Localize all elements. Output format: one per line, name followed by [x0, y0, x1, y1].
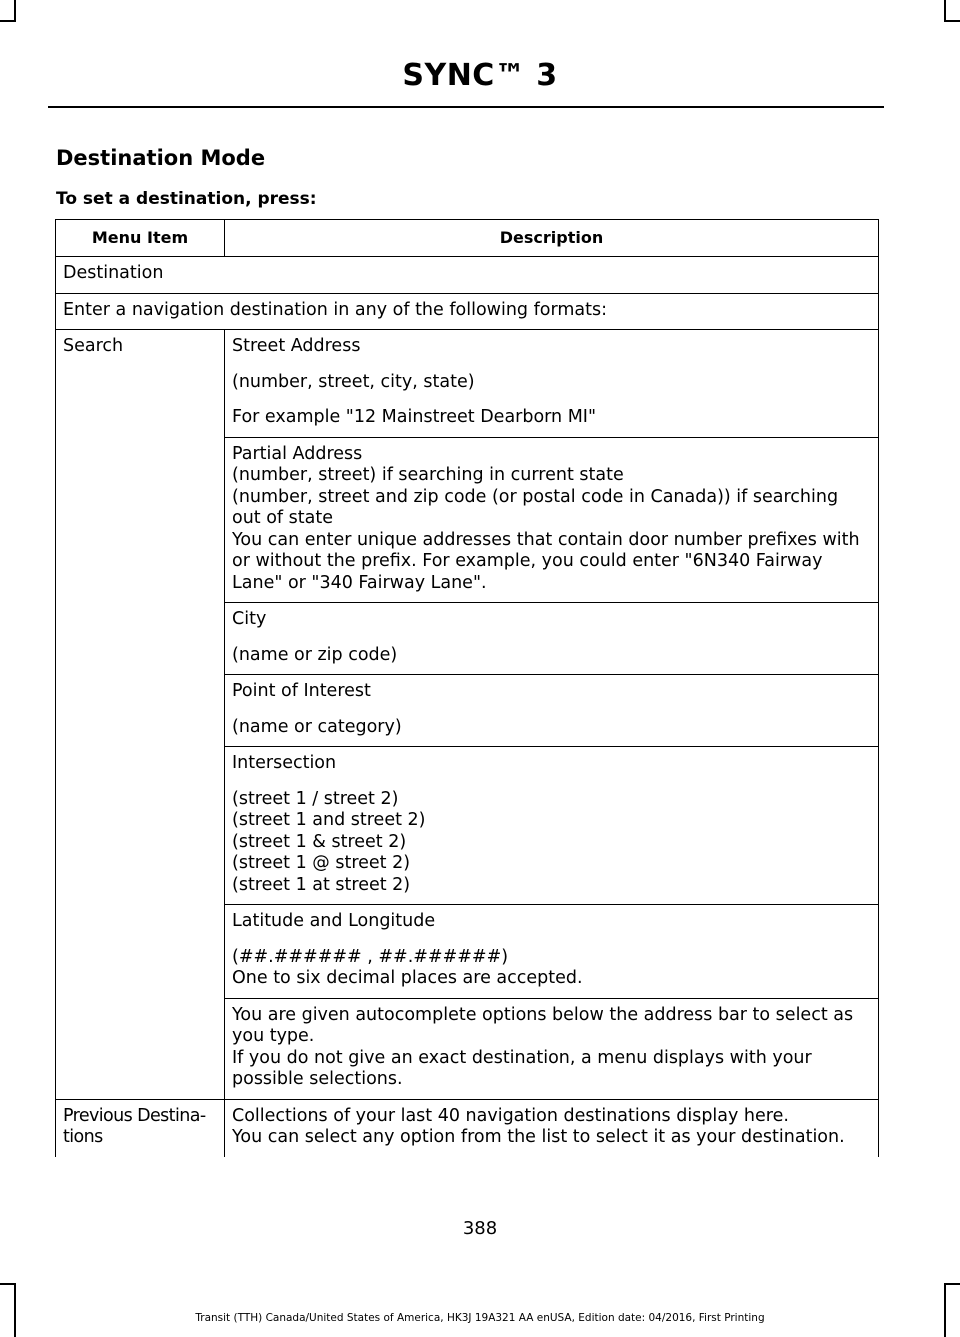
- destination-row: Destination: [56, 257, 879, 294]
- menu-table: [55, 219, 879, 1157]
- crop-mark: [0, 20, 16, 22]
- table-row: [56, 257, 879, 294]
- search-menu-item: Search: [56, 330, 225, 1100]
- search-format-cell: [225, 905, 879, 999]
- search-format-cell: [225, 330, 879, 438]
- description-paragraph: [232, 947, 872, 990]
- description-paragraph: [232, 789, 872, 897]
- crop-mark: [944, 1283, 946, 1337]
- table-row: [56, 330, 879, 438]
- description-line: (number, street) if searching in current state: [232, 465, 624, 485]
- crop-mark: [944, 0, 946, 22]
- description-line: (street 1 @ street 2): [232, 853, 411, 873]
- crop-mark: [14, 1283, 16, 1337]
- page-number: 388: [462, 1218, 498, 1239]
- description-line: (name or category): [232, 716, 402, 737]
- description-paragraph: [232, 336, 872, 358]
- column-header-description: Description: [225, 220, 879, 257]
- description-paragraph: [232, 753, 872, 775]
- running-header: SYNC™ 3: [402, 58, 558, 93]
- column-header-menu-item: Menu Item: [56, 220, 225, 257]
- description-line: (number, street and zip code (or postal code in Canada)) if searching out of state: [232, 486, 839, 528]
- description-line: Latitude and Longitude: [232, 911, 436, 931]
- description-line: Point of Interest: [232, 681, 371, 701]
- description-paragraph: [232, 911, 872, 933]
- table-row: [56, 1099, 879, 1157]
- description-line: (##.###### , ##.######): [232, 946, 509, 967]
- previous-destinations-menu-item: Previous Destina-tions: [56, 1099, 225, 1157]
- description-line: For example "12 Mainstreet Dearborn MI": [232, 407, 597, 427]
- description-paragraph: [232, 681, 872, 703]
- previous-destinations-description: [225, 1099, 879, 1157]
- description-line: (number, street, city, state): [232, 371, 475, 392]
- lead-in-text: To set a destination, press:: [56, 189, 317, 209]
- intro-row: Enter a navigation destination in any of the following formats:: [56, 293, 879, 330]
- search-format-cell: [225, 437, 879, 603]
- description-line: Street Address: [232, 336, 361, 356]
- description-paragraph: [232, 717, 872, 739]
- description-line: (street 1 / street 2): [232, 788, 399, 809]
- description-line: (street 1 and street 2): [232, 810, 426, 830]
- description-paragraph: [232, 645, 872, 667]
- description-line: If you do not give an exact destination, a menu displays with your possible selections.: [232, 1047, 812, 1089]
- crop-mark: [944, 20, 960, 22]
- description-line: You can select any option from the list to select it as your destination.: [232, 1127, 845, 1147]
- footer-text: Transit (TTH) Canada/United States of America, HK3J 19A321 AA enUSA, Edition date: 04/2016, First Printing: [195, 1312, 765, 1324]
- description-paragraph: [232, 609, 872, 631]
- crop-mark: [14, 0, 16, 22]
- search-format-cell: [225, 747, 879, 905]
- description-line: One to six decimal places are accepted.: [232, 968, 583, 988]
- description-line: Collections of your last 40 navigation destinations display here.: [232, 1105, 789, 1126]
- table-header-row: [56, 220, 879, 257]
- search-format-cell: [225, 675, 879, 747]
- description-line: City: [232, 609, 267, 629]
- description-line: Intersection: [232, 753, 337, 773]
- header-rule: [48, 106, 884, 108]
- crop-mark: [944, 1283, 960, 1285]
- section-title: Destination Mode: [56, 146, 266, 170]
- description-paragraph: [232, 444, 872, 595]
- search-format-cell: [225, 998, 879, 1099]
- description-line: Partial Address: [232, 443, 363, 464]
- description-line: You are given autocomplete options below the address bar to select as you type.: [232, 1004, 854, 1046]
- description-paragraph: [232, 407, 872, 429]
- description-line: (name or zip code): [232, 644, 398, 665]
- description-line: (street 1 & street 2): [232, 831, 407, 852]
- description-line: (street 1 at street 2): [232, 874, 411, 895]
- description-paragraph: [232, 372, 872, 394]
- description-paragraph: [232, 1005, 872, 1091]
- crop-mark: [0, 1283, 16, 1285]
- description-line: You can enter unique addresses that contain door number prefixes with or without the prefix. For example, you could enter "6N340 Fairway Lane" or "340 Fairway Lane".: [232, 529, 860, 593]
- table-row: [56, 293, 879, 330]
- search-format-cell: [225, 603, 879, 675]
